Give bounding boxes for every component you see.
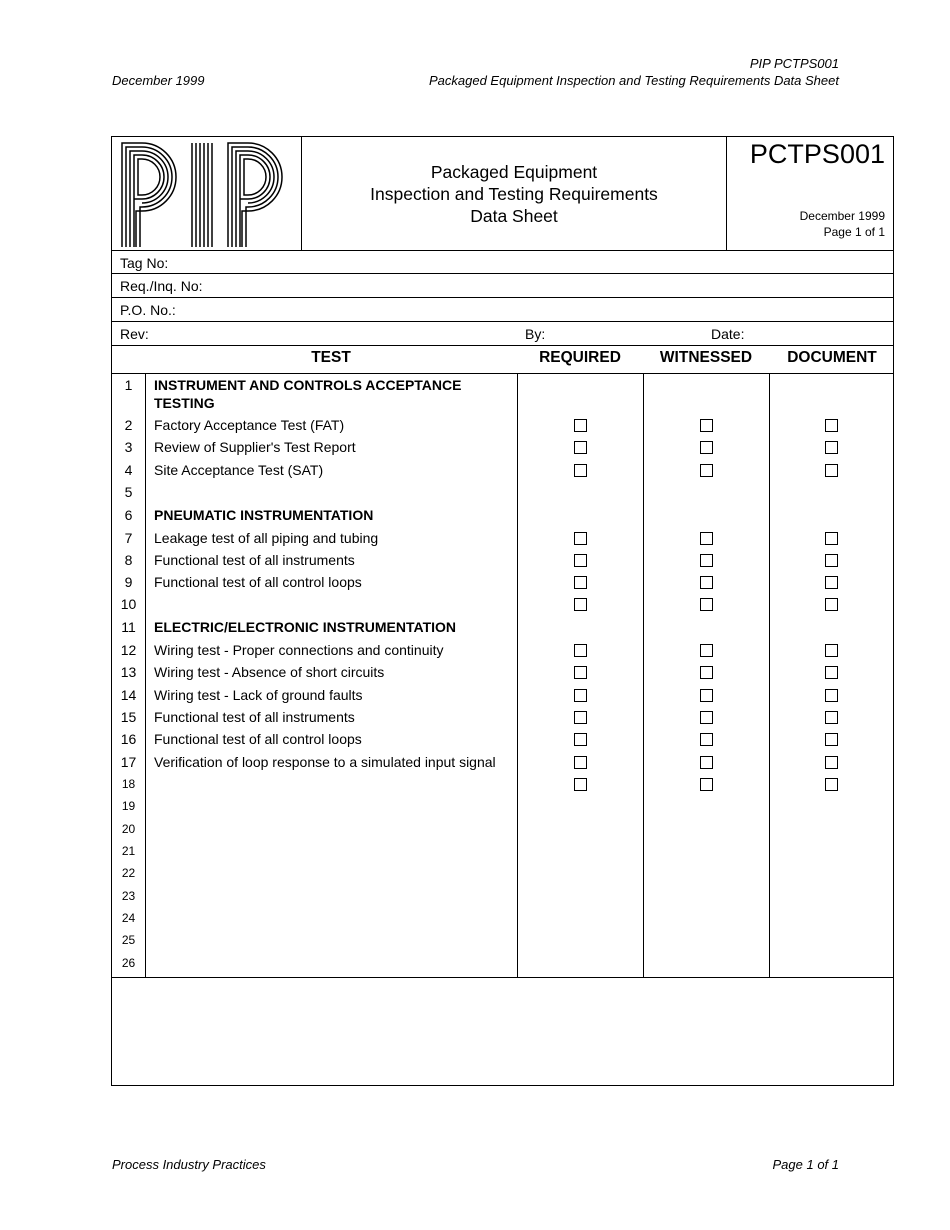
row-number: 5 xyxy=(124,484,133,500)
document-checkbox[interactable] xyxy=(825,598,838,611)
column-header-required: REQUIRED xyxy=(539,349,621,366)
section-heading: ELECTRIC/ELECTRONIC INSTRUMENTATION xyxy=(154,619,457,635)
required-checkbox[interactable] xyxy=(574,733,587,746)
row-number: 22 xyxy=(121,866,136,880)
witnessed-checkbox[interactable] xyxy=(700,576,713,589)
witnessed-checkbox[interactable] xyxy=(700,532,713,545)
document-checkbox[interactable] xyxy=(825,464,838,477)
document-number: PCTPS001 xyxy=(749,139,885,169)
required-checkbox[interactable] xyxy=(574,441,587,454)
row-number: 3 xyxy=(124,439,133,455)
document-date: December 1999 xyxy=(799,209,885,223)
document-checkbox[interactable] xyxy=(825,554,838,567)
form-title xyxy=(302,161,726,227)
document-checkbox[interactable] xyxy=(825,666,838,679)
witnessed-checkbox[interactable] xyxy=(700,711,713,724)
row-number: 1 xyxy=(124,377,133,393)
witnessed-checkbox[interactable] xyxy=(700,644,713,657)
row-number: 21 xyxy=(121,844,136,858)
column-header-witnessed: WITNESSED xyxy=(659,349,753,366)
row-number: 2 xyxy=(124,417,133,433)
document-checkbox[interactable] xyxy=(825,711,838,724)
required-checkbox[interactable] xyxy=(574,464,587,477)
row-number: 13 xyxy=(120,664,137,680)
witnessed-checkbox[interactable] xyxy=(700,689,713,702)
required-checkbox[interactable] xyxy=(574,554,587,567)
document-checkbox[interactable] xyxy=(825,576,838,589)
title-divider-right xyxy=(726,137,727,250)
column-header-test: TEST xyxy=(311,349,351,366)
row-number: 9 xyxy=(124,574,133,590)
row-number: 17 xyxy=(120,754,137,770)
test-item-label: Functional test of all control loops xyxy=(154,574,362,590)
header-doc-id: PIP PCTPS001 xyxy=(749,56,839,71)
test-item-label: Leakage test of all piping and tubing xyxy=(154,530,379,546)
header-date: December 1999 xyxy=(112,73,205,88)
req-inq-no-label: Req./Inq. No: xyxy=(120,278,203,294)
row-number: 15 xyxy=(120,709,137,725)
witnessed-checkbox[interactable] xyxy=(700,756,713,769)
row-number: 19 xyxy=(121,799,136,813)
test-item-label: Review of Supplier's Test Report xyxy=(154,439,356,455)
witnessed-checkbox[interactable] xyxy=(700,666,713,679)
section-heading: INSTRUMENT AND CONTROLS ACCEPTANCE xyxy=(154,377,462,393)
rev-label: Rev: xyxy=(120,326,149,342)
section-heading-continued: TESTING xyxy=(154,395,215,411)
document-checkbox[interactable] xyxy=(825,532,838,545)
date-label: Date: xyxy=(711,326,745,342)
test-item-label: Functional test of all control loops xyxy=(154,731,362,747)
test-item-label: Wiring test - Lack of ground faults xyxy=(154,687,363,703)
by-label: By: xyxy=(525,326,546,342)
document-checkbox[interactable] xyxy=(825,441,838,454)
required-checkbox[interactable] xyxy=(574,598,587,611)
document-checkbox[interactable] xyxy=(825,689,838,702)
required-checkbox[interactable] xyxy=(574,666,587,679)
test-item-label: Wiring test - Proper connections and continuity xyxy=(154,642,444,658)
row-number: 4 xyxy=(124,462,133,478)
test-item-label: Functional test of all instruments xyxy=(154,552,355,568)
row-number: 7 xyxy=(124,530,133,546)
document-checkbox[interactable] xyxy=(825,778,838,791)
row-number: 10 xyxy=(120,596,137,612)
title-line-2: Inspection and Testing Requirements xyxy=(370,184,658,204)
test-item-label: Functional test of all instruments xyxy=(154,709,355,725)
witnessed-checkbox[interactable] xyxy=(700,464,713,477)
row-number: 8 xyxy=(124,552,133,568)
document-checkbox[interactable] xyxy=(825,733,838,746)
required-checkbox[interactable] xyxy=(574,532,587,545)
row-number: 23 xyxy=(121,889,136,903)
document-checkbox[interactable] xyxy=(825,756,838,769)
row-number: 11 xyxy=(121,619,136,635)
row-number: 6 xyxy=(124,507,133,523)
document-checkbox[interactable] xyxy=(825,644,838,657)
required-checkbox[interactable] xyxy=(574,756,587,769)
tag-no-label: Tag No: xyxy=(120,255,169,271)
row-number: 26 xyxy=(121,956,136,970)
data-sheet-form xyxy=(111,136,894,1086)
section-heading: PNEUMATIC INSTRUMENTATION xyxy=(154,507,374,523)
test-item-label: Site Acceptance Test (SAT) xyxy=(154,462,324,478)
test-item-label: Factory Acceptance Test (FAT) xyxy=(154,417,345,433)
witnessed-checkbox[interactable] xyxy=(700,778,713,791)
required-checkbox[interactable] xyxy=(574,419,587,432)
header-doc-title: Packaged Equipment Inspection and Testing Requirements Data Sheet xyxy=(428,73,839,88)
row-number: 18 xyxy=(121,777,136,791)
witnessed-checkbox[interactable] xyxy=(700,554,713,567)
required-checkbox[interactable] xyxy=(574,711,587,724)
required-checkbox[interactable] xyxy=(574,689,587,702)
row-number: 25 xyxy=(121,933,136,947)
test-item-label: Verification of loop response to a simulated input signal xyxy=(154,754,496,770)
row-number: 14 xyxy=(120,687,137,703)
required-checkbox[interactable] xyxy=(574,576,587,589)
row-number: 24 xyxy=(121,911,136,925)
row-number: 16 xyxy=(120,731,137,747)
document-page: Page 1 of 1 xyxy=(823,225,885,239)
required-checkbox[interactable] xyxy=(574,778,587,791)
footer-left: Process Industry Practices xyxy=(112,1157,266,1172)
po-no-label: P.O. No.: xyxy=(120,302,176,318)
required-checkbox[interactable] xyxy=(574,644,587,657)
witnessed-checkbox[interactable] xyxy=(700,598,713,611)
witnessed-checkbox[interactable] xyxy=(700,441,713,454)
title-line-3: Data Sheet xyxy=(470,206,558,226)
witnessed-checkbox[interactable] xyxy=(700,419,713,432)
title-line-1: Packaged Equipment xyxy=(430,162,598,182)
pip-logo xyxy=(120,141,290,247)
row-number: 12 xyxy=(120,642,137,658)
test-item-label: Wiring test - Absence of short circuits xyxy=(154,664,385,680)
witnessed-checkbox[interactable] xyxy=(700,733,713,746)
row-number: 20 xyxy=(121,822,136,836)
column-header-document: DOCUMENT xyxy=(787,349,877,366)
footer-right: Page 1 of 1 xyxy=(772,1157,839,1172)
document-checkbox[interactable] xyxy=(825,419,838,432)
